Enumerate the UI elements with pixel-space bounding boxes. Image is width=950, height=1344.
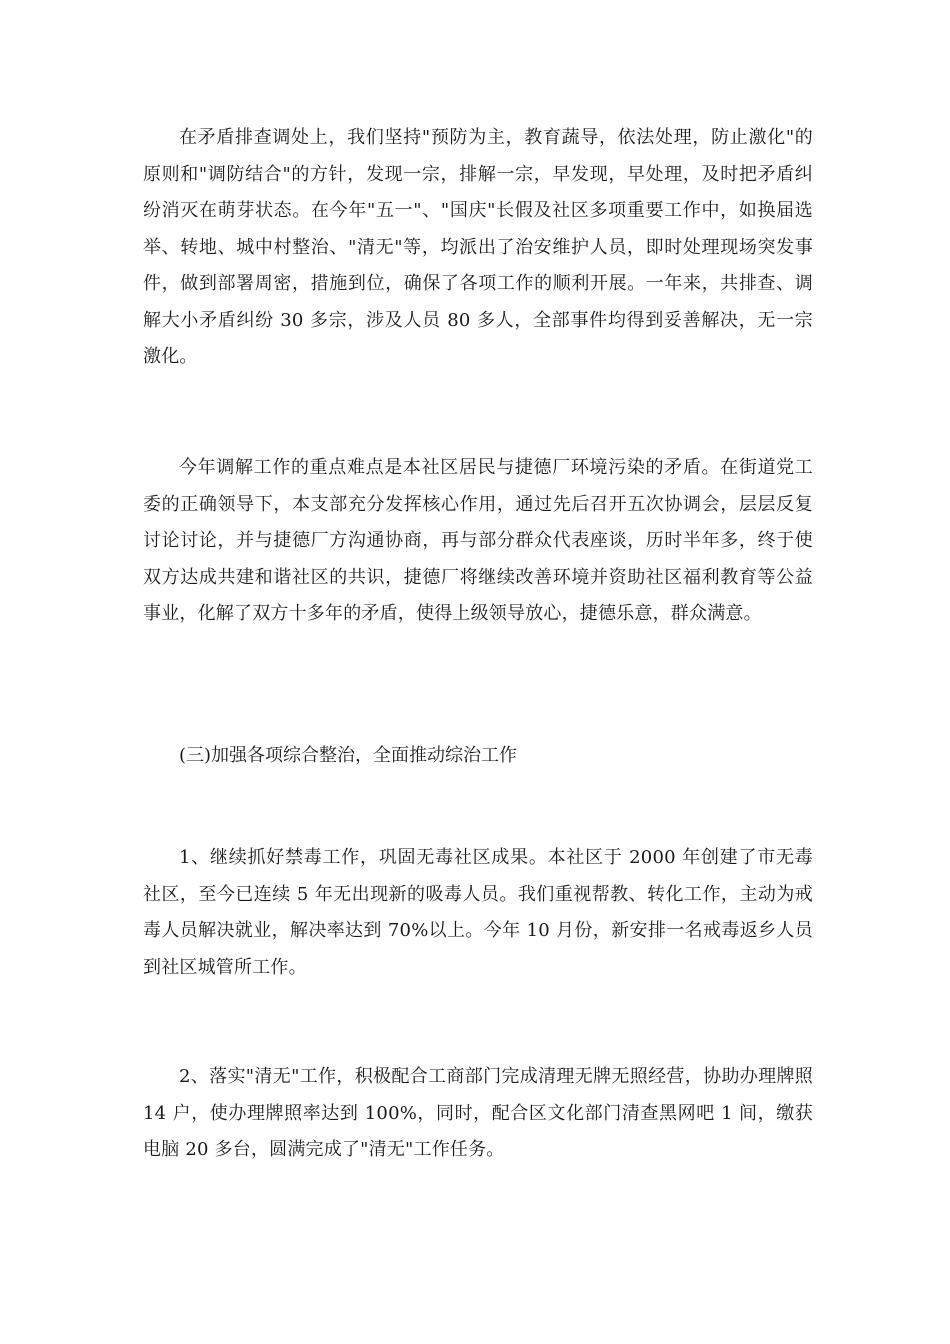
paragraph-qingwu-work: 2、落实"清无"工作，积极配合工商部门完成清理无牌无照经营，协助办理牌照 14 户，使办理牌照率达到 100%，同时，配合区文化部门清查黑网吧 1 间，缴获电脑 20 多台，圆满完成了"清无"工作任务。	[143, 1066, 813, 1160]
paragraph-drug-control: 1、继续抓好禁毒工作，巩固无毒社区成果。本社区于 2000 年创建了市无毒社区，至今已连续 5 年无出现新的吸毒人员。我们重视帮教、转化工作，主动为戒毒人员解决就业，解决率达到 70%以上。今年 10 月份，新安排一名戒毒返乡人员到社区城管所工作。	[143, 847, 813, 978]
section-heading-comprehensive-governance: (三)加强各项综合整治，全面推动综治工作	[179, 745, 518, 766]
paragraph-dispute-mediation: 在矛盾排查调处上，我们坚持"预防为主，教育蔬导，依法处理，防止激化"的原则和"调防结合"的方针，发现一宗，排解一宗，早发现，早处理，及时把矛盾纠纷消灭在萌芽状态。在今年"五一"、"国庆"长假及社区多项重要工作中，如换届选举、转地、城中村整治、"清无"等，均派出了治安维护人员，即时处理现场突发事件，做到部署周密，措施到位，确保了各项工作的顺利开展。一年来，共排查、调解大小矛盾纠纷 30 多宗，涉及人员 80 多人，全部事件均得到妥善解决，无一宗激化。	[143, 127, 813, 367]
paragraph-jiede-factory: 今年调解工作的重点难点是本社区居民与捷德厂环境污染的矛盾。在街道党工委的正确领导下，本支部充分发挥核心作用，通过先后召开五次协调会，层层反复讨论讨论，并与捷德厂方沟通协商，再与部分群众代表座谈，历时半年多，终于使双方达成共建和谐社区的共识，捷德厂将继续改善环境并资助社区福利教育等公益事业，化解了双方十多年的矛盾，使得上级领导放心，捷德乐意，群众满意。	[143, 457, 813, 624]
